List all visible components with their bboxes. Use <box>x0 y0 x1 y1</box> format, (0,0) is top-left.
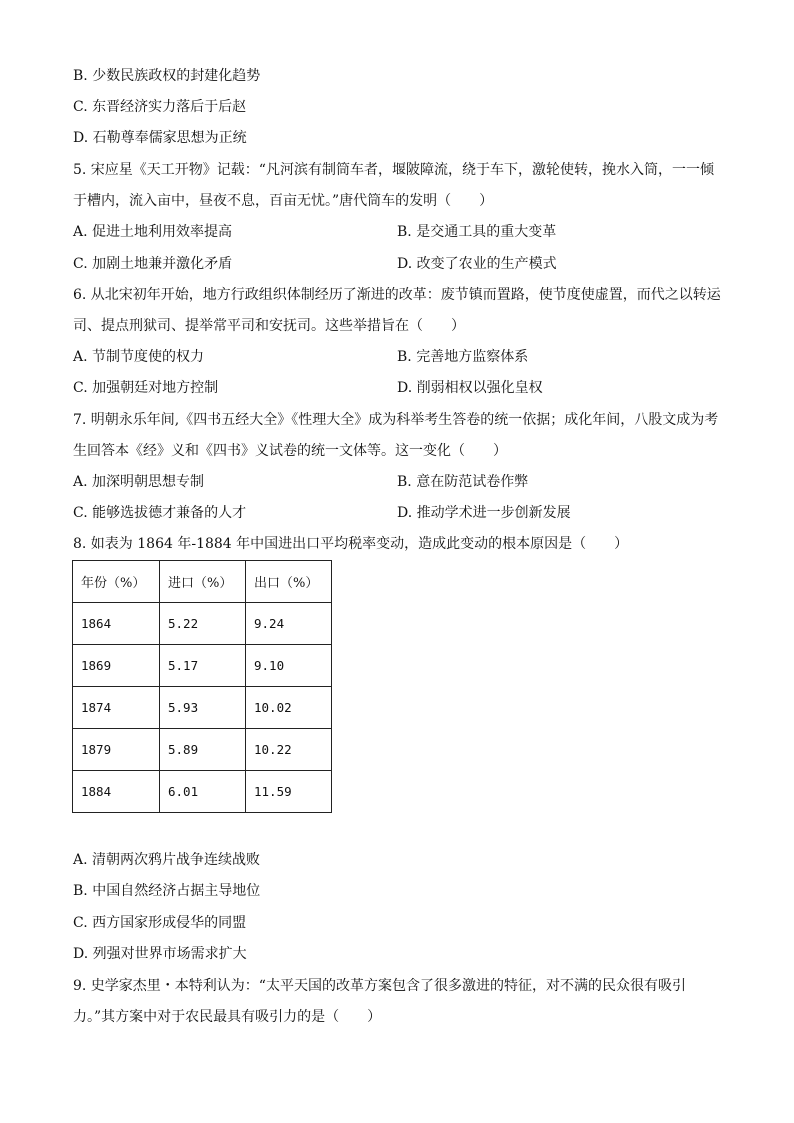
table-cell-export: 9.10 <box>246 645 332 687</box>
table-row <box>73 687 332 729</box>
table-row <box>73 729 332 771</box>
q5-option-a: A. 促进土地利用效率提高 <box>73 224 233 240</box>
q7-stem-line1: 7. 明朝永乐年间,《四书五经大全》《性理大全》成为科举考生答卷的统一依据；成化年间，八股文成为考 <box>73 412 719 428</box>
table-header-row <box>73 561 332 603</box>
table-cell-import: 5.93 <box>160 687 246 729</box>
prev-option-b: B. 少数民族政权的封建化趋势 <box>73 68 261 84</box>
q8-option-b: B. 中国自然经济占据主导地位 <box>73 883 261 899</box>
q9-stem-line1: 9. 史学家杰里・本特利认为：“太平天国的改革方案包含了很多激进的特征，对不满的民众很有吸引 <box>73 978 686 994</box>
q6-stem-line2: 司、提点刑狱司、提举常平司和安抚司。这些举措旨在（ ） <box>73 318 465 334</box>
tax-rate-table <box>72 560 332 813</box>
table-cell-export: 11.59 <box>246 771 332 813</box>
q5-option-b: B. 是交通工具的重大变革 <box>397 224 557 240</box>
q7-option-a: A. 加深明朝思想专制 <box>73 474 205 490</box>
q8-option-d: D. 列强对世界市场需求扩大 <box>73 946 247 962</box>
q7-option-b: B. 意在防范试卷作弊 <box>397 474 529 490</box>
q5-option-c: C. 加剧土地兼并激化矛盾 <box>73 256 233 272</box>
table-cell-year: 1884 <box>73 771 160 813</box>
q5-stem-line1: 5. 宋应星《天工开物》记载：“凡河滨有制筒车者，堰陂障流，绕于车下，激轮使转，挽水入筒，一一倾 <box>73 162 714 178</box>
q8-stem-line1: 8. 如表为 1864 年-1884 年中国进出口平均税率变动，造成此变动的根本原因是（ ） <box>73 536 629 552</box>
q6-option-a: A. 节制节度使的权力 <box>73 349 205 365</box>
table-cell-import: 5.89 <box>160 729 246 771</box>
q8-option-c: C. 西方国家形成侵华的同盟 <box>73 915 247 931</box>
table-cell-export: 10.22 <box>246 729 332 771</box>
table-row <box>73 771 332 813</box>
q6-stem-line1: 6. 从北宋初年开始，地方行政组织体制经历了渐进的改革：废节镇而置路，使节度使虚置，而代之以转运 <box>73 287 721 303</box>
prev-option-d: D. 石勒尊奉儒家思想为正统 <box>73 130 247 146</box>
q6-option-c: C. 加强朝廷对地方控制 <box>73 380 219 396</box>
table-cell-import: 6.01 <box>160 771 246 813</box>
q6-option-d: D. 削弱相权以强化皇权 <box>397 380 543 396</box>
table-cell-export: 10.02 <box>246 687 332 729</box>
q7-option-d: D. 推动学术进一步创新发展 <box>397 505 571 521</box>
table-cell-year: 1874 <box>73 687 160 729</box>
q5-stem-line2: 于槽内，流入亩中，昼夜不息，百亩无忧。”唐代筒车的发明（ ） <box>73 193 494 209</box>
q7-stem-line2: 生回答本《经》义和《四书》义试卷的统一文体等。这一变化（ ） <box>73 443 507 459</box>
q6-option-b: B. 完善地方监察体系 <box>397 349 529 365</box>
table-cell-import: 5.22 <box>160 603 246 645</box>
q7-option-c: C. 能够选拔德才兼备的人才 <box>73 505 247 521</box>
table-cell-year: 1869 <box>73 645 160 687</box>
table-cell-year: 1864 <box>73 603 160 645</box>
table-cell-year: 1879 <box>73 729 160 771</box>
table-cell-import: 5.17 <box>160 645 246 687</box>
q8-option-a: A. 清朝两次鸦片战争连续战败 <box>73 852 261 868</box>
q5-option-d: D. 改变了农业的生产模式 <box>397 256 557 272</box>
table-header-year: 年份（%） <box>73 561 160 603</box>
table-row <box>73 645 332 687</box>
table-cell-export: 9.24 <box>246 603 332 645</box>
prev-option-c: C. 东晋经济实力落后于后赵 <box>73 99 247 115</box>
table-header-export: 出口（%） <box>246 561 332 603</box>
table-row <box>73 603 332 645</box>
table-header-import: 进口（%） <box>160 561 246 603</box>
q9-stem-line2: 力。”其方案中对于农民最具有吸引力的是（ ） <box>73 1009 382 1025</box>
